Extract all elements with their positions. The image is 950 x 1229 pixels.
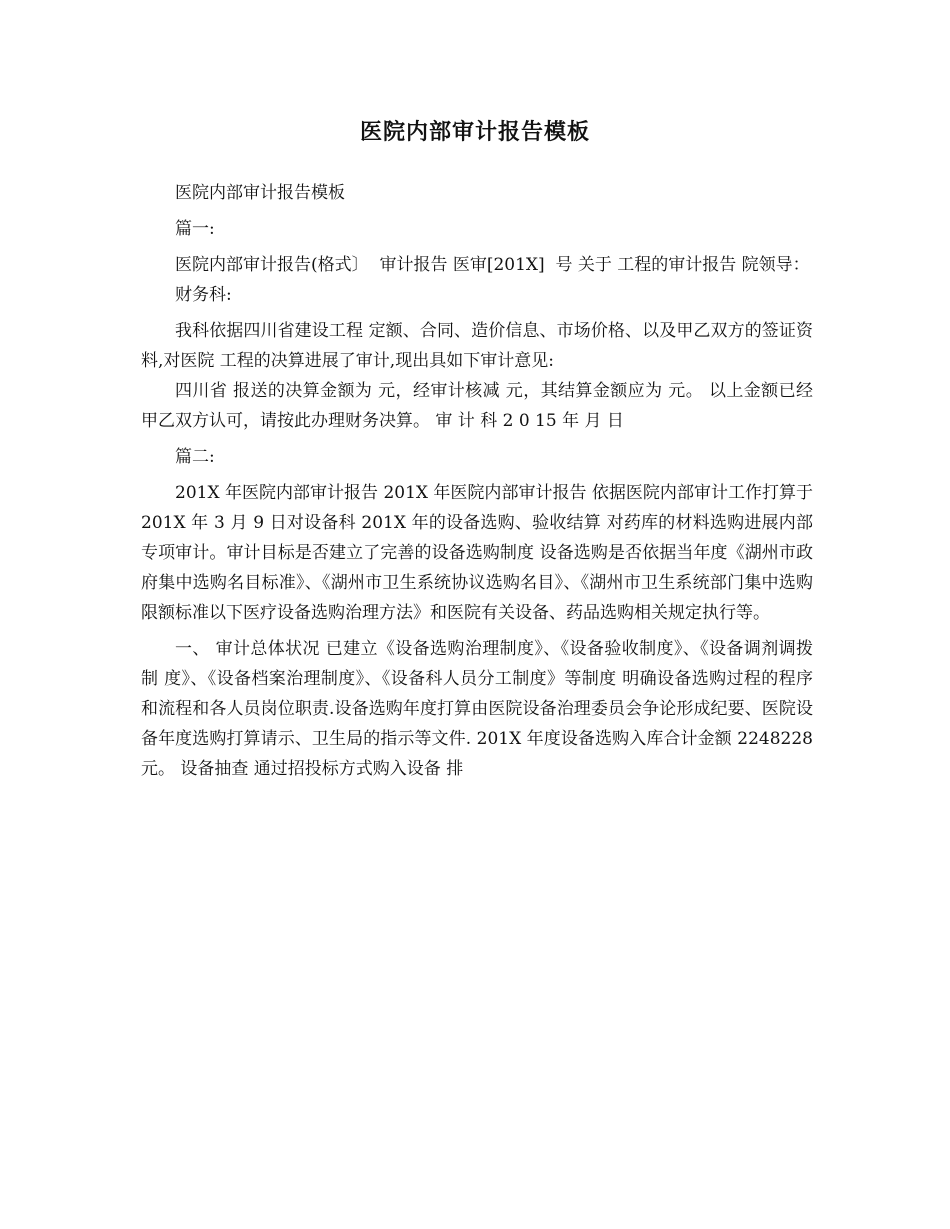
paragraph-report-format: 医院内部审计报告(格式〕 审计报告 医审[201X] 号 关于 工程的审计报告 院领导：	[175, 255, 810, 275]
paragraph-overall-status: 一、 审计总体状况 已建立《设备选购治理制度》、《设备验收制度》、《设备调剂调拨制 度》、《设备档案治理制度》、《设备科人员分工制度》等制度 明确设备选购过程的程序和流程和各人员岗位职责.设备选购年度打算由医院设备治理委员会争论形成纪要、医院设备年度选购打算请示、卫生局的指示等文件. 201X 年度设备选购入库合计金额 2248228 元。 设备抽查 通过招投标方式购入设备 排	[141, 639, 819, 779]
paragraph-section-two-heading: 篇二:	[175, 447, 215, 467]
document-body	[141, 178, 819, 790]
document-title: 医院内部审计报告模板	[359, 119, 590, 145]
paragraph-subtitle: 医院内部审计报告模板	[175, 183, 345, 203]
paragraph-audit-opinion: 四川省 报送的决算金额为 元，经审计核减 元，其结算金额应为 元。 以上金额已经甲乙双方认可，请按此办理财务决算。 审 计 科 2 0 15 年 月 日	[141, 381, 813, 431]
paragraph-annual-report: 201X 年医院内部审计报告 201X 年医院内部审计报告 依据医院内部审计工作打算于 201X 年 3 月 9 日对设备科 201X 年的设备选购、验收结算 对药库的材料选购进展内部专项审计。审计目标是否建立了完善的设备选购制度 设备选购是否依据当年度《湖州市政府集中选购名目标准》、《湖州市卫生系统协议选购名目》、《湖州市卫生系统部门集中选购限额标准以下医疗设备选购治理方法》和医院有关设备、药品选购相关规定执行等。	[141, 483, 819, 623]
paragraph-section-one-heading: 篇一:	[175, 219, 215, 239]
paragraph-finance-dept: 财务科:	[175, 285, 232, 305]
paragraph-audit-basis: 我科依据四川省建设工程 定额、合同、造价信息、市场价格、以及甲乙双方的签证资料,对医院 工程的决算进展了审计,现出具如下审计意见:	[141, 321, 813, 371]
